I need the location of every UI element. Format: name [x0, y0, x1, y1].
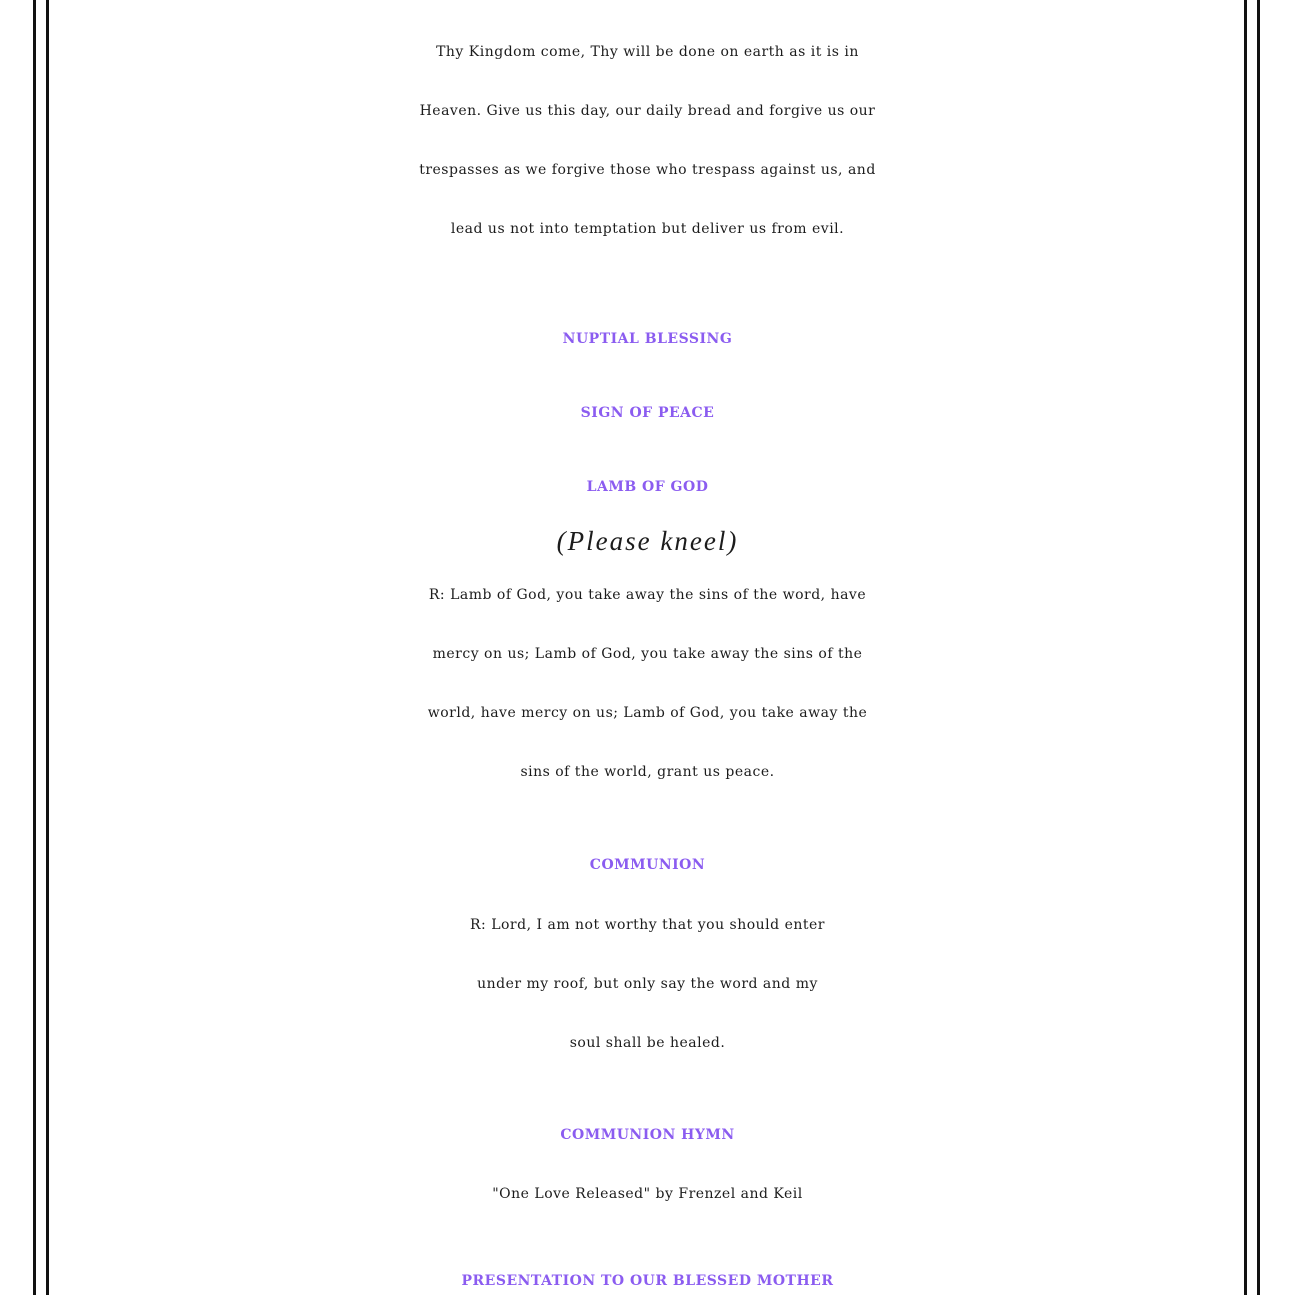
our-father-line: lead us not into temptation but deliver us from evil. — [450, 221, 845, 237]
lamb-of-god-heading: LAMB OF GOD — [586, 479, 709, 495]
presentation-heading: PRESENTATION TO OUR BLESSED MOTHER — [461, 1273, 834, 1289]
our-father-line: Heaven. Give us this day, our daily bread and forgive us our — [419, 103, 876, 119]
communion-line: soul shall be healed. — [569, 1035, 726, 1051]
lamb-of-god-response — [60, 566, 1235, 802]
our-father-line — [60, 0, 1235, 23]
please-kneel-instruction: (Please kneel) — [556, 526, 739, 556]
lamb-of-god-line: sins of the world, grant us peace. — [520, 764, 775, 780]
communion-line: R: Lord, I am not worthy that you should enter — [470, 917, 825, 933]
lamb-of-god-line: world, have mercy on us; Lamb of God, you take away the — [427, 705, 868, 721]
our-father-line: Thy Kingdom come, Thy will be done on earth as it is in — [436, 44, 859, 60]
our-father-response — [60, 0, 1235, 259]
lamb-of-god-line: R: Lamb of God, you take away the sins of the word, have — [428, 587, 867, 603]
communion-response — [60, 896, 1235, 1073]
communion-line: under my roof, but only say the word and my — [477, 976, 818, 992]
nuptial-blessing-heading: NUPTIAL BLESSING — [562, 331, 733, 347]
communion-hymn-song: "One Love Released" by Frenzel and Keil — [492, 1186, 803, 1202]
sign-of-peace-heading: SIGN OF PEACE — [580, 405, 715, 421]
our-father-line: trespasses as we forgive those who trespass against us, and — [419, 162, 876, 178]
lamb-of-god-line: mercy on us; Lamb of God, you take away the sins of the — [432, 646, 863, 662]
communion-heading: COMMUNION — [589, 857, 706, 873]
communion-hymn-heading: COMMUNION HYMN — [560, 1127, 735, 1143]
